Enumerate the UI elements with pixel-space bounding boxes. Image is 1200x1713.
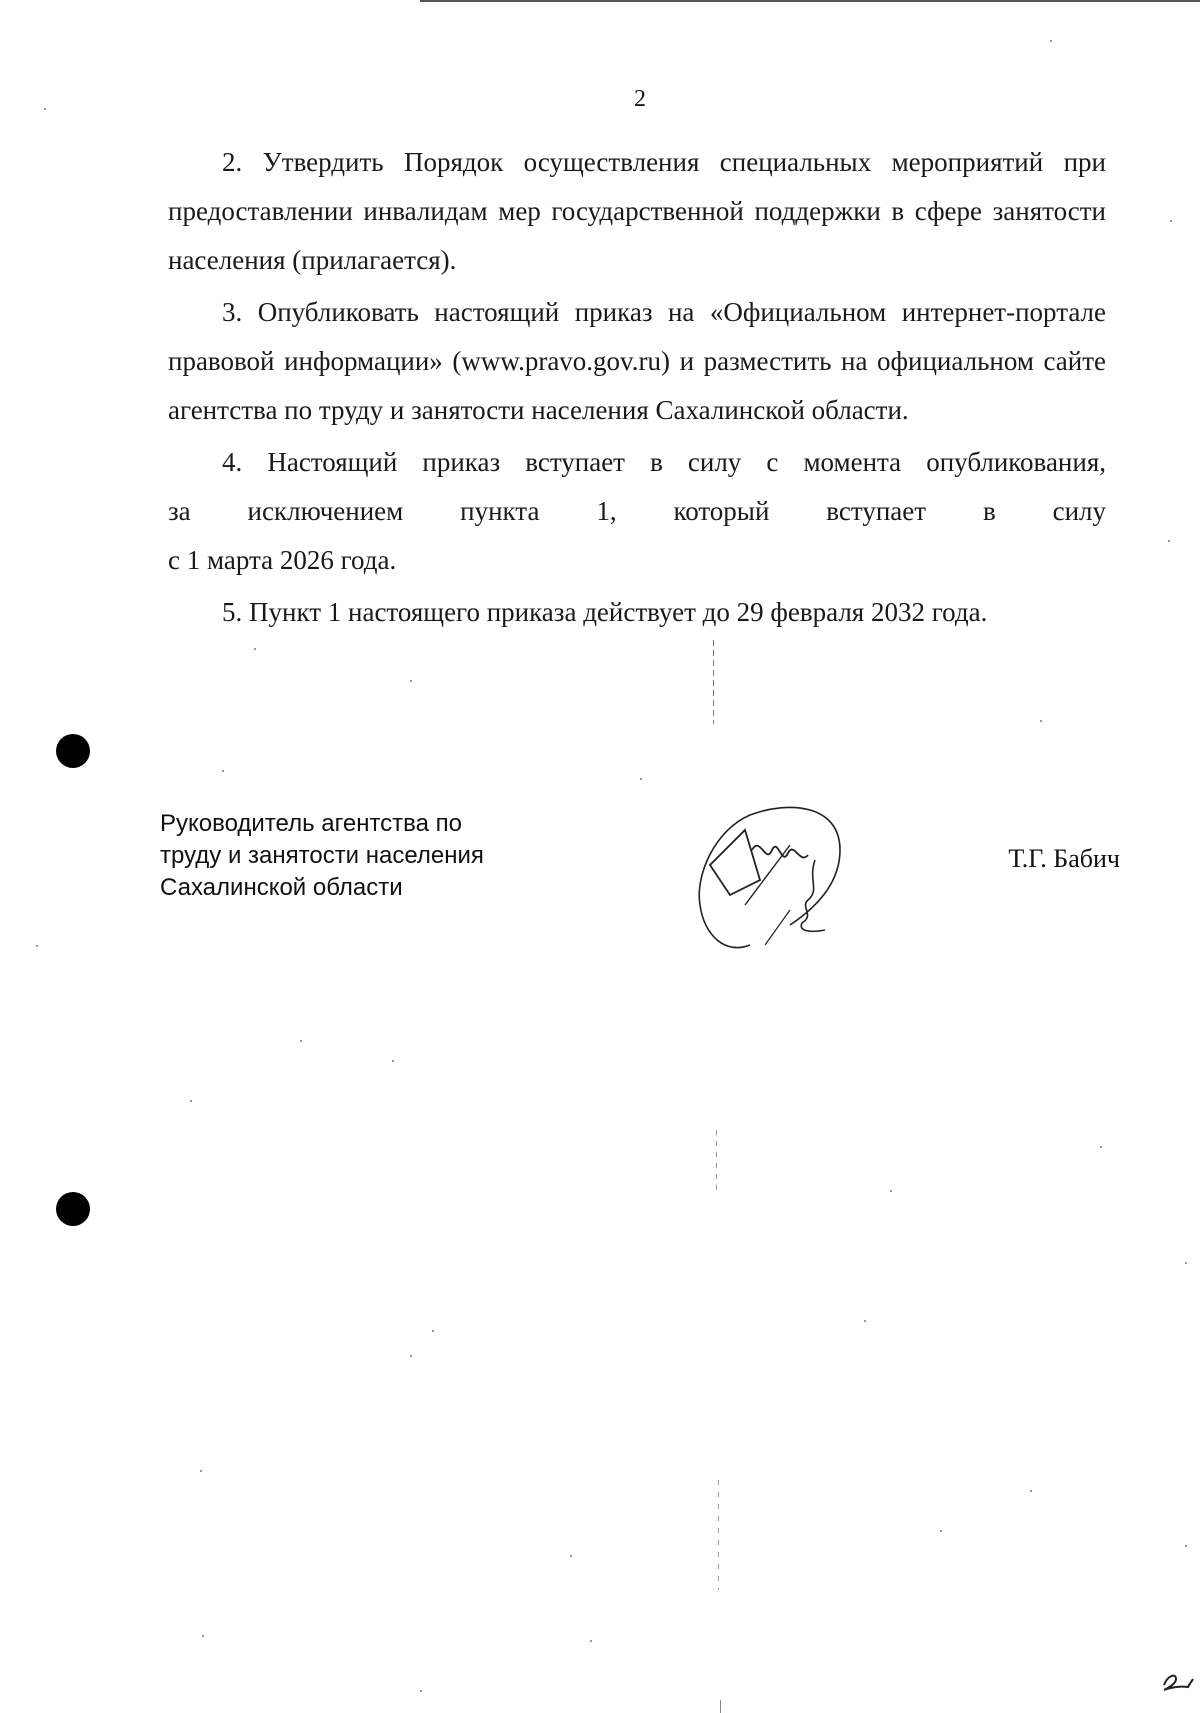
scan-speck: [44, 108, 46, 110]
scan-speck: [1040, 720, 1042, 722]
scan-speck: [254, 648, 256, 650]
scan-speck: [200, 1470, 202, 1472]
scan-artifact-line: [716, 1130, 717, 1190]
signatory-title-line-2: труду и занятости населения: [160, 842, 484, 869]
paragraph-4-line-2: за исключением пункта 1, который вступает в силу: [168, 496, 1106, 526]
scan-speck: [590, 1640, 592, 1642]
scan-speck: [410, 680, 412, 682]
scan-artifact-line: [720, 1700, 721, 1713]
signatory-title-line-1: Руководитель агентства по: [160, 810, 463, 837]
handwritten-page-mark: [1160, 1665, 1194, 1693]
scan-speck: [1030, 1490, 1032, 1492]
punch-hole-bottom: [56, 1192, 90, 1226]
scan-speck: [202, 1635, 204, 1637]
top-edge-rule: [420, 0, 1200, 2]
paragraph-3: 3. Опубликовать настоящий приказ на «Официальном интернет-портале правовой информации» (www.pravo.gov.ru) и разместить на официальном сайте агентства по труду и занятости населения Сахалинской области.: [168, 297, 1106, 425]
scan-artifact-line: [718, 1480, 719, 1590]
scan-artifact-line: [713, 640, 714, 724]
scan-speck: [222, 770, 224, 772]
scan-speck: [420, 1690, 422, 1692]
scan-speck: [190, 1100, 192, 1102]
paragraph-2: 2. Утвердить Порядок осуществления специальных мероприятий при предоставлении инвалидам мер государственной поддержки в сфере занятости населения (прилагается).: [168, 147, 1106, 275]
scan-speck: [890, 1190, 892, 1192]
scan-speck: [410, 1355, 412, 1357]
page-number: 2: [634, 86, 646, 112]
scan-speck: [940, 1530, 942, 1532]
punch-hole-top: [56, 734, 90, 768]
signatory-title: [160, 808, 560, 904]
scan-speck: [1050, 40, 1052, 42]
scan-speck: [300, 1040, 302, 1042]
scan-speck: [1168, 540, 1170, 542]
scan-speck: [1170, 220, 1172, 222]
document-body: [168, 138, 1106, 640]
scan-speck: [432, 1330, 434, 1332]
paragraph-4-line-3: с 1 марта 2026 года.: [168, 545, 397, 575]
scan-speck: [570, 1555, 572, 1557]
handwritten-signature: [690, 795, 860, 955]
scan-speck: [1100, 1146, 1102, 1148]
scan-speck: [1185, 1262, 1187, 1264]
scan-speck: [392, 1060, 394, 1062]
paragraph-5: 5. Пункт 1 настоящего приказа действует до 29 февраля 2032 года.: [222, 597, 988, 627]
signatory-name: Т.Г. Бабич: [1008, 844, 1120, 873]
scan-speck: [36, 945, 38, 947]
signatory-title-line-3: Сахалинской области: [160, 874, 403, 901]
scan-speck: [1185, 1545, 1187, 1547]
scan-speck: [640, 778, 642, 780]
paragraph-4-line-1: 4. Настоящий приказ вступает в силу с момента опубликования,: [222, 447, 1106, 477]
scan-speck: [864, 1320, 866, 1322]
